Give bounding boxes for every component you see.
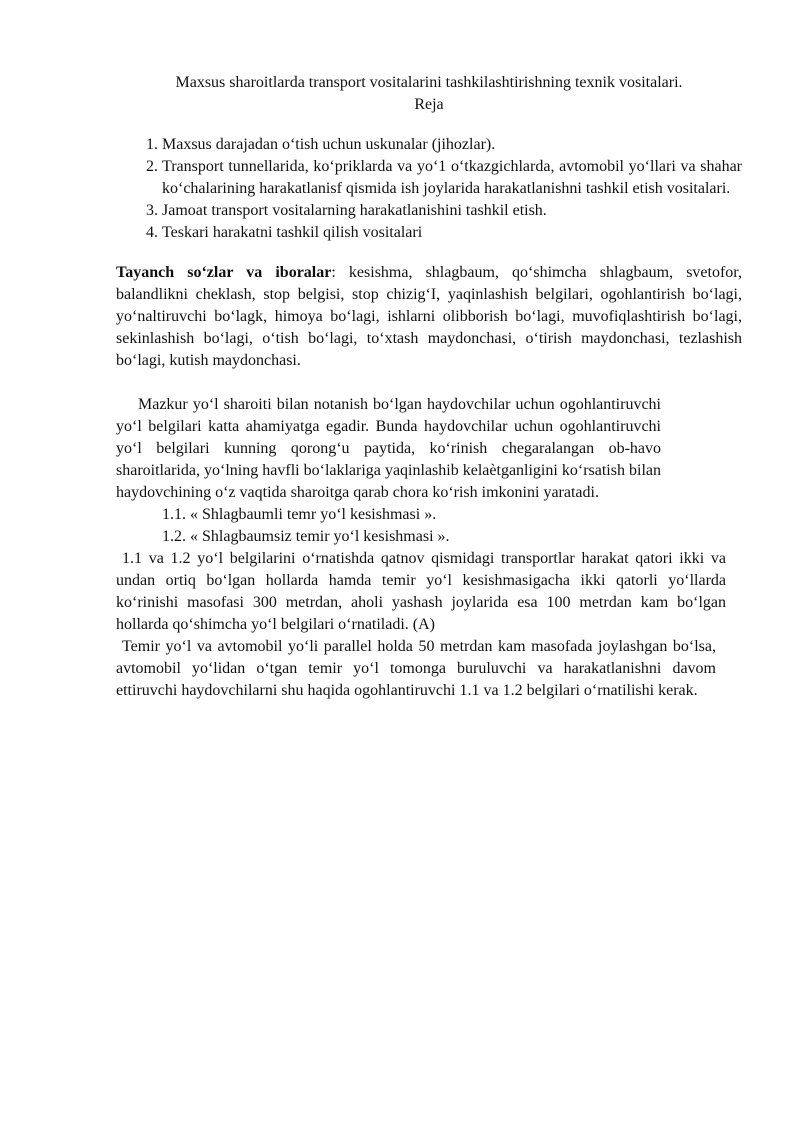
keywords-label: Tayanch so‘zlar va iboralar (116, 264, 332, 281)
plan-list (116, 134, 742, 244)
plan-item: 4. Teskari harakatni tashkil qilish vositalari (162, 222, 742, 244)
keywords-text: : kesishma, shlagbaum, qo‘shimcha shlagbaum, svetofor, balandlikni cheklash, stop belgisi, stop chizig‘I, yaqinlashish belgilari, ogohlantirish bo‘lagi, yo‘naltiruvchi bo‘lagk, himoya bo‘lagi, ishlarni olibborish bo‘lagi, muvofiqlashtirish bo‘lagi, sekinlashish bo‘lagi, o‘tish bo‘lagi, to‘xtash maydonchasi, o‘tirish maydonchasi, tezlashish bo‘lagi, kutish maydonchasi. (116, 264, 742, 369)
body-paragraph: 1.1 va 1.2 yo‘l belgilarini o‘rnatishda qatnov qismidagi transportlar harakat qatori ikki va undan ortiq bo‘lgan hollarda hamda temir yo‘l kesishmasigacha ikki qatorli yo‘llarda ko‘rinishi masofasi 300 metrdan, aholi yashash joylarida esa 100 metrdan kam bo‘lgan hollarda qo‘shimcha yo‘l belgilari o‘rnatiladi. (A) (116, 550, 726, 633)
body-paragraph: Mazkur yo‘l sharoiti bilan notanish bo‘lgan haydovchilar uchun ogohlantiruvchi yo‘l belgilari katta ahamiyatga egadir. Bunda haydovchilar uchun ogohlantiruvchi yo‘l belgilari kunning qorong‘u paytida, ko‘rinish chegaralangan ob-havo sharoitlarida, yo‘lning havfli bo‘laklariga yaqinlashib kelaètganligini ko‘rsatish bilan haydovchining o‘z vaqtida sharoitga qarab chora ko‘rish imkonini yaratadi. (116, 396, 661, 501)
keywords-paragraph (116, 262, 742, 372)
road-sign-item: 1.2. « Shlagbaumsiz temir yo‘l kesishmasi ». (162, 528, 450, 545)
document-title: Maxsus sharoitlarda transport vositalarini tashkilashtirishning texnik vositalari. (175, 74, 683, 91)
body-paragraph: Temir yo‘l va avtomobil yo‘li parallel holda 50 metrdan kam masofada joylashgan bo‘lsa, avtomobil yo‘lidan o‘tgan temir yo‘l tomonga buruluvchi va harakatlanishni davom ettiruvchi haydovchilarni shu haqida ogohlantiruvchi 1.1 va 1.2 belgilari o‘rnatilishi kerak. (116, 638, 716, 699)
document-page (116, 72, 742, 702)
plan-item: 2. Transport tunnellarida, ko‘priklarda va yo‘1 o‘tkazgichlarda, avtomobil yo‘llari va shahar ko‘chalarining harakatlanisf qismida ish joylarida harakatlanishni tashkil etish vositalari. (162, 156, 742, 200)
document-subtitle: Reja (414, 96, 444, 113)
road-sign-item: 1.1. « Shlagbaumli temr yo‘l kesishmasi ». (162, 506, 437, 523)
plan-item: 1. Maxsus darajadan o‘tish uchun uskunalar (jihozlar). (162, 134, 742, 156)
plan-item: 3. Jamoat transport vositalarning harakatlanishini tashkil etish. (162, 200, 742, 222)
